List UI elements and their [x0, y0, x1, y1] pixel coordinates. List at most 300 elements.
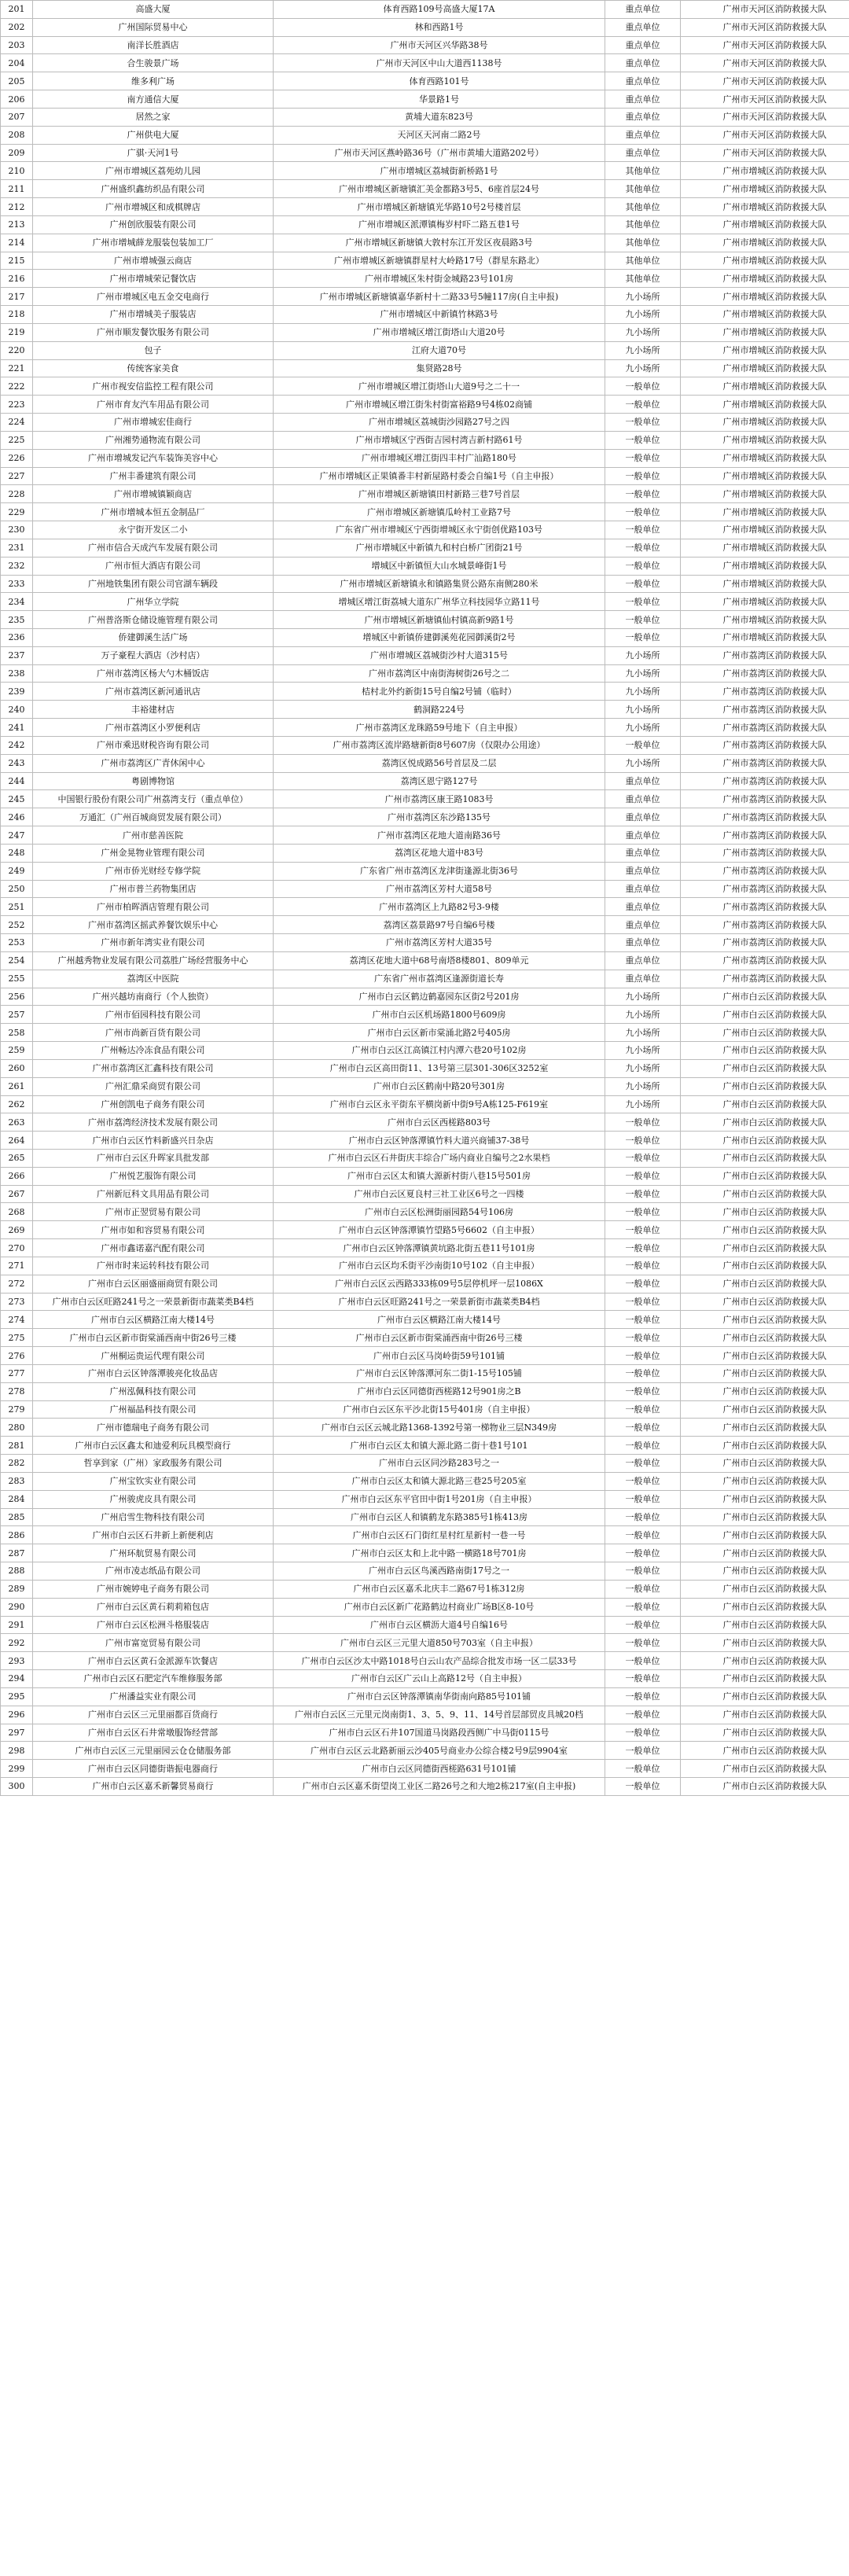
address-cell: 华景路1号 [274, 90, 605, 109]
table-row [1, 1706, 849, 1724]
table-row [1, 934, 849, 952]
row-number-cell: 271 [1, 1257, 33, 1275]
unit-category-cell: 一般单位 [605, 1634, 681, 1652]
table-row [1, 719, 849, 737]
unit-name-cell: 广州市柏晖酒店管理有限公司 [33, 898, 274, 916]
row-number-cell: 235 [1, 611, 33, 629]
unit-name-cell: 广州丰番建筑有限公司 [33, 467, 274, 485]
unit-category-cell: 重点单位 [605, 1, 681, 19]
unit-name-cell: 广州泓佩科技有限公司 [33, 1382, 274, 1400]
row-number-cell: 218 [1, 306, 33, 324]
fire-brigade-cell: 广州市白云区消防救援大队 [681, 1687, 849, 1706]
row-number-cell: 232 [1, 557, 33, 575]
table-row [1, 72, 849, 90]
fire-brigade-cell: 广州市白云区消防救援大队 [681, 1777, 849, 1795]
unit-category-cell: 一般单位 [605, 485, 681, 503]
table-row [1, 736, 849, 754]
fire-brigade-cell: 广州市荔湾区消防救援大队 [681, 934, 849, 952]
row-number-cell: 300 [1, 1777, 33, 1795]
address-cell: 广州市白云区云西路333栋09号5层停机坪一层1086X [274, 1275, 605, 1293]
unit-category-cell: 九小场所 [605, 683, 681, 701]
unit-name-cell: 广州市荔湾区摇武养餐饮娱乐中心 [33, 916, 274, 934]
table-row [1, 1239, 849, 1257]
fire-brigade-cell: 广州市荔湾区消防救援大队 [681, 719, 849, 737]
address-cell: 广州市白云区东平沙北街15号401房（自主申报） [274, 1400, 605, 1419]
row-number-cell: 230 [1, 521, 33, 539]
row-number-cell: 248 [1, 844, 33, 862]
table-row [1, 90, 849, 109]
unit-name-cell: 南方通信大厦 [33, 90, 274, 109]
unit-name-cell: 广州市白云区嘉禾新馨贸易商行 [33, 1777, 274, 1795]
fire-brigade-cell: 广州市白云区消防救援大队 [681, 1203, 849, 1221]
table-row [1, 1760, 849, 1778]
unit-name-cell: 广州市白云区旺路241号之一荣景新街市蔬菜类B4档 [33, 1293, 274, 1311]
unit-name-cell: 广州市信合天成汽车发展有限公司 [33, 539, 274, 557]
address-cell: 广州市增城区增江街塔山大道20号 [274, 323, 605, 341]
unit-category-cell: 一般单位 [605, 1777, 681, 1795]
unit-category-cell: 一般单位 [605, 1419, 681, 1437]
address-cell: 林和西路1号 [274, 18, 605, 36]
row-number-cell: 291 [1, 1616, 33, 1634]
address-cell: 广州市白云区夏良村三社工业区6号之一四楼 [274, 1185, 605, 1203]
unit-name-cell: 广州供电大厦 [33, 126, 274, 144]
fire-brigade-cell: 广州市白云区消防救援大队 [681, 1059, 849, 1077]
unit-category-cell: 一般单位 [605, 611, 681, 629]
table-row [1, 1, 849, 19]
address-cell: 广州市白云区云北路新丽云沙405号商业办公综合楼2号9层9904室 [274, 1742, 605, 1760]
unit-category-cell: 重点单位 [605, 72, 681, 90]
fire-brigade-cell: 广州市荔湾区消防救援大队 [681, 951, 849, 970]
unit-name-cell: 广州市尚新百货有限公司 [33, 1024, 274, 1042]
fire-brigade-cell: 广州市增城区消防救援大队 [681, 377, 849, 396]
fire-brigade-cell: 广州市天河区消防救援大队 [681, 18, 849, 36]
unit-name-cell: 广州金晃物业管理有限公司 [33, 844, 274, 862]
address-cell: 广州市白云区新市街棠涌西南中街26号三楼 [274, 1329, 605, 1347]
unit-name-cell: 广州市新年湾实业有限公司 [33, 934, 274, 952]
table-row [1, 323, 849, 341]
table-row [1, 916, 849, 934]
unit-category-cell: 一般单位 [605, 414, 681, 432]
table-row [1, 162, 849, 180]
unit-category-cell: 一般单位 [605, 1670, 681, 1688]
row-number-cell: 207 [1, 108, 33, 126]
address-cell: 广州市荔湾区东沙路135号 [274, 808, 605, 826]
unit-name-cell: 广州市增城本恒五金制品厂 [33, 503, 274, 521]
unit-category-cell: 重点单位 [605, 90, 681, 109]
fire-brigade-cell: 广州市荔湾区消防救援大队 [681, 970, 849, 988]
fire-brigade-cell: 广州市白云区消防救援大队 [681, 1293, 849, 1311]
fire-brigade-cell: 广州市白云区消防救援大队 [681, 1042, 849, 1060]
address-cell: 广州市白云区钟落潭镇竹望路5号6602（自主申报） [274, 1221, 605, 1239]
address-cell: 广州市荔湾区康王路1083号 [274, 790, 605, 808]
table-row [1, 18, 849, 36]
unit-category-cell: 一般单位 [605, 1724, 681, 1742]
row-number-cell: 208 [1, 126, 33, 144]
unit-name-cell: 广州市白云区新市街棠涌西南中街26号三楼 [33, 1329, 274, 1347]
address-cell: 广州市白云区石井街庆丰综合广场内商业自编号之2水果档 [274, 1150, 605, 1168]
fire-brigade-cell: 广州市增城区消防救援大队 [681, 306, 849, 324]
unit-name-cell: 广州潘益实业有限公司 [33, 1687, 274, 1706]
unit-category-cell: 一般单位 [605, 1455, 681, 1473]
table-row [1, 862, 849, 880]
unit-category-cell: 一般单位 [605, 431, 681, 449]
address-cell: 广州市增城区派潭镇梅岁村吓二路五巷1号 [274, 215, 605, 234]
address-cell: 广州市增城区增江街塔山大道9号之二十一 [274, 377, 605, 396]
unit-name-cell: 广州创欣服装有限公司 [33, 215, 274, 234]
unit-category-cell: 九小场所 [605, 1042, 681, 1060]
row-number-cell: 241 [1, 719, 33, 737]
unit-category-cell: 重点单位 [605, 126, 681, 144]
fire-brigade-cell: 广州市荔湾区消防救援大队 [681, 664, 849, 683]
unit-name-cell: 广州市白云区竹料新盛兴日杂店 [33, 1132, 274, 1150]
unit-category-cell: 一般单位 [605, 1239, 681, 1257]
unit-category-cell: 九小场所 [605, 359, 681, 377]
unit-category-cell: 一般单位 [605, 557, 681, 575]
address-cell: 广州市白云区云城北路1368-1392号第一梯物业三层N349房 [274, 1419, 605, 1437]
fire-brigade-cell: 广州市白云区消防救援大队 [681, 1382, 849, 1400]
row-number-cell: 295 [1, 1687, 33, 1706]
row-number-cell: 236 [1, 628, 33, 646]
row-number-cell: 244 [1, 772, 33, 790]
unit-name-cell: 维多利广场 [33, 72, 274, 90]
fire-brigade-cell: 广州市白云区消防救援大队 [681, 1311, 849, 1329]
address-cell: 广州市增城区中新镇九和村白桥广团街21号 [274, 539, 605, 557]
row-number-cell: 296 [1, 1706, 33, 1724]
unit-category-cell: 一般单位 [605, 1311, 681, 1329]
row-number-cell: 242 [1, 736, 33, 754]
fire-brigade-cell: 广州市增城区消防救援大队 [681, 198, 849, 216]
unit-name-cell: 广州市白云区丽盛丽商贸有限公司 [33, 1275, 274, 1293]
address-cell: 广州市白云区同德街西槎路631号101铺 [274, 1760, 605, 1778]
unit-category-cell: 其他单位 [605, 180, 681, 198]
unit-category-cell: 九小场所 [605, 701, 681, 719]
table-row [1, 1132, 849, 1150]
table-row [1, 611, 849, 629]
row-number-cell: 293 [1, 1652, 33, 1670]
address-cell: 荔湾区悦成路56号首层及二层 [274, 754, 605, 772]
table-row [1, 970, 849, 988]
address-cell: 广州市白云区钟落潭镇南华街南向路85号101铺 [274, 1687, 605, 1706]
unit-category-cell: 九小场所 [605, 1024, 681, 1042]
fire-brigade-cell: 广州市白云区消防救援大队 [681, 1472, 849, 1490]
fire-brigade-cell: 广州市天河区消防救援大队 [681, 1, 849, 19]
row-number-cell: 275 [1, 1329, 33, 1347]
unit-category-cell: 一般单位 [605, 1275, 681, 1293]
fire-brigade-cell: 广州市白云区消防救援大队 [681, 1437, 849, 1455]
fire-brigade-cell: 广州市增城区消防救援大队 [681, 575, 849, 593]
fire-brigade-cell: 广州市白云区消防救援大队 [681, 1742, 849, 1760]
fire-brigade-cell: 广州市荔湾区消防救援大队 [681, 808, 849, 826]
address-cell: 广州市白云区高田街11、13号第三层301-306区3252室 [274, 1059, 605, 1077]
row-number-cell: 283 [1, 1472, 33, 1490]
unit-category-cell: 一般单位 [605, 396, 681, 414]
row-number-cell: 269 [1, 1221, 33, 1239]
row-number-cell: 216 [1, 270, 33, 288]
row-number-cell: 273 [1, 1293, 33, 1311]
unit-name-cell: 广州市增城区和成棋牌店 [33, 198, 274, 216]
address-cell: 广州市白云区钟落潭镇竹料大道兴商铺37-38号 [274, 1132, 605, 1150]
fire-brigade-cell: 广州市天河区消防救援大队 [681, 144, 849, 162]
unit-name-cell: 粤剧博物馆 [33, 772, 274, 790]
fire-brigade-cell: 广州市白云区消防救援大队 [681, 1526, 849, 1544]
fire-brigade-cell: 广州市白云区消防救援大队 [681, 1024, 849, 1042]
unit-category-cell: 一般单位 [605, 1113, 681, 1132]
table-row [1, 1544, 849, 1562]
fire-brigade-cell: 广州市白云区消防救援大队 [681, 1616, 849, 1634]
table-row [1, 1455, 849, 1473]
address-cell: 广州市白云区东平官田中街1号201房（自主申报） [274, 1490, 605, 1508]
fire-brigade-cell: 广州市白云区消防救援大队 [681, 988, 849, 1006]
table-row [1, 1616, 849, 1634]
address-cell: 广州市白云区广云山上高路12号（自主申报） [274, 1670, 605, 1688]
address-cell: 广州市增城区荔城街新桥路1号 [274, 162, 605, 180]
address-cell: 广州市白云区鸟溪西路南街17号之一 [274, 1562, 605, 1581]
address-cell: 广州市白云区松洲街丽园路54号106房 [274, 1203, 605, 1221]
table-row [1, 772, 849, 790]
unit-category-cell: 一般单位 [605, 1562, 681, 1581]
row-number-cell: 282 [1, 1455, 33, 1473]
fire-brigade-cell: 广州市白云区消防救援大队 [681, 1400, 849, 1419]
unit-category-cell: 九小场所 [605, 306, 681, 324]
unit-category-cell: 一般单位 [605, 377, 681, 396]
unit-category-cell: 其他单位 [605, 215, 681, 234]
unit-name-cell: 广州桐运贵运代理有限公司 [33, 1347, 274, 1365]
address-cell: 广州市增城区增江街四丰村广汕路180号 [274, 449, 605, 467]
unit-name-cell: 广州市佰园科技有限公司 [33, 1006, 274, 1024]
row-number-cell: 213 [1, 215, 33, 234]
row-number-cell: 202 [1, 18, 33, 36]
table-row [1, 683, 849, 701]
row-number-cell: 268 [1, 1203, 33, 1221]
table-row [1, 359, 849, 377]
table-row [1, 144, 849, 162]
unit-name-cell: 广州市增城美子服装店 [33, 306, 274, 324]
fire-brigade-cell: 广州市荔湾区消防救援大队 [681, 916, 849, 934]
fire-brigade-cell: 广州市白云区消防救援大队 [681, 1167, 849, 1185]
address-cell: 广州市增城区新塘镇群星村大岭路17号（群星东路北） [274, 252, 605, 270]
row-number-cell: 246 [1, 808, 33, 826]
address-cell: 广州市白云区江高镇江村内潭六巷20号102房 [274, 1042, 605, 1060]
unit-category-cell: 一般单位 [605, 1364, 681, 1382]
unit-name-cell: 广州市增城发记汽车装饰美容中心 [33, 449, 274, 467]
row-number-cell: 278 [1, 1382, 33, 1400]
row-number-cell: 285 [1, 1508, 33, 1526]
unit-name-cell: 广州市白云区钟落潭骏亮化妆品店 [33, 1364, 274, 1382]
table-row [1, 1203, 849, 1221]
fire-brigade-cell: 广州市荔湾区消防救援大队 [681, 844, 849, 862]
table-row [1, 1095, 849, 1113]
fire-brigade-cell: 广州市荔湾区消防救援大队 [681, 880, 849, 898]
row-number-cell: 243 [1, 754, 33, 772]
fire-brigade-cell: 广州市增城区消防救援大队 [681, 234, 849, 252]
fire-brigade-cell: 广州市白云区消防救援大队 [681, 1724, 849, 1742]
row-number-cell: 261 [1, 1077, 33, 1095]
row-number-cell: 251 [1, 898, 33, 916]
fire-brigade-cell: 广州市增城区消防救援大队 [681, 611, 849, 629]
table-row [1, 252, 849, 270]
unit-name-cell: 高盛大厦 [33, 1, 274, 19]
row-number-cell: 298 [1, 1742, 33, 1760]
address-cell: 广州市白云区太和上北中路一横路18号701房 [274, 1544, 605, 1562]
unit-name-cell: 广州市荔湾经济技术发展有限公司 [33, 1113, 274, 1132]
row-number-cell: 239 [1, 683, 33, 701]
table-row [1, 808, 849, 826]
address-cell: 广州市白云区石井107国道马岗路段西侧广中马街0115号 [274, 1724, 605, 1742]
unit-name-cell: 广州市荔湾区新河通讯店 [33, 683, 274, 701]
unit-category-cell: 一般单位 [605, 1598, 681, 1616]
table-row [1, 1419, 849, 1437]
row-number-cell: 221 [1, 359, 33, 377]
fire-brigade-cell: 广州市白云区消防救援大队 [681, 1670, 849, 1688]
unit-name-cell: 广州市增城强云商店 [33, 252, 274, 270]
table-row [1, 1652, 849, 1670]
table-row [1, 1777, 849, 1795]
unit-category-cell: 重点单位 [605, 970, 681, 988]
table-row [1, 1598, 849, 1616]
unit-category-cell: 其他单位 [605, 198, 681, 216]
table-row [1, 1724, 849, 1742]
unit-category-cell: 一般单位 [605, 1472, 681, 1490]
fire-brigade-cell: 广州市白云区消防救援大队 [681, 1095, 849, 1113]
unit-name-cell: 广州市恒大酒店有限公司 [33, 557, 274, 575]
unit-name-cell: 广州兴越坊南商行（个人独资） [33, 988, 274, 1006]
row-number-cell: 287 [1, 1544, 33, 1562]
address-cell: 桔村北外约新街15号自编2号铺（临时） [274, 683, 605, 701]
unit-category-cell: 一般单位 [605, 1687, 681, 1706]
table-row [1, 1562, 849, 1581]
table-row [1, 377, 849, 396]
row-number-cell: 234 [1, 593, 33, 611]
unit-category-cell: 一般单位 [605, 521, 681, 539]
fire-brigade-cell: 广州市白云区消防救援大队 [681, 1257, 849, 1275]
table-row [1, 306, 849, 324]
fire-brigade-cell: 广州市荔湾区消防救援大队 [681, 701, 849, 719]
unit-category-cell: 一般单位 [605, 1508, 681, 1526]
address-cell: 广州市白云区三元里元岗南街1、3、5、9、11、14号首层部贸皮具城20档 [274, 1706, 605, 1724]
unit-name-cell: 广州市正翌贸易有限公司 [33, 1203, 274, 1221]
row-number-cell: 280 [1, 1419, 33, 1437]
address-cell: 广州市增城区中新镇竹林路3号 [274, 306, 605, 324]
fire-brigade-cell: 广州市白云区消防救援大队 [681, 1455, 849, 1473]
unit-name-cell: 广州市如和容贸易有限公司 [33, 1221, 274, 1239]
unit-category-cell: 九小场所 [605, 1095, 681, 1113]
unit-category-cell: 其他单位 [605, 162, 681, 180]
table-row [1, 288, 849, 306]
fire-brigade-cell: 广州市白云区消防救援大队 [681, 1150, 849, 1168]
table-row [1, 180, 849, 198]
unit-category-cell: 一般单位 [605, 467, 681, 485]
address-cell: 广州市增城区新塘镇大敦村东江开发区夜晨路3号 [274, 234, 605, 252]
unit-name-cell: 广州创凯电子商务有限公司 [33, 1095, 274, 1113]
fire-brigade-cell: 广州市增城区消防救援大队 [681, 521, 849, 539]
row-number-cell: 292 [1, 1634, 33, 1652]
unit-category-cell: 一般单位 [605, 1526, 681, 1544]
address-cell: 增城区增江街荔城大道东广州华立科技园华立路11号 [274, 593, 605, 611]
row-number-cell: 274 [1, 1311, 33, 1329]
row-number-cell: 225 [1, 431, 33, 449]
table-row [1, 1670, 849, 1688]
unit-category-cell: 九小场所 [605, 341, 681, 359]
unit-name-cell: 广州市慈善医院 [33, 826, 274, 845]
row-number-cell: 245 [1, 790, 33, 808]
table-row [1, 1687, 849, 1706]
row-number-cell: 272 [1, 1275, 33, 1293]
unit-category-cell: 重点单位 [605, 54, 681, 72]
unit-name-cell: 广州市白云区横路江南大楼14号 [33, 1311, 274, 1329]
unit-category-cell: 一般单位 [605, 1437, 681, 1455]
address-cell: 天河区天河南二路2号 [274, 126, 605, 144]
unit-name-cell: 广州市增城荣记餐饮店 [33, 270, 274, 288]
unit-name-cell: 广州市荔湾区小罗便利店 [33, 719, 274, 737]
address-cell: 增城区中新镇侨建御溪苑花园御溪街2号 [274, 628, 605, 646]
unit-category-cell: 一般单位 [605, 1544, 681, 1562]
unit-category-cell: 重点单位 [605, 951, 681, 970]
unit-category-cell: 九小场所 [605, 288, 681, 306]
unit-category-cell: 九小场所 [605, 1006, 681, 1024]
unit-category-cell: 一般单位 [605, 1742, 681, 1760]
address-cell: 广州市白云区嘉禾街望岗工业区二路26号之和大地2栋217室(自主申报) [274, 1777, 605, 1795]
table-row [1, 215, 849, 234]
address-cell: 荔湾区恩宁路127号 [274, 772, 605, 790]
unit-category-cell: 一般单位 [605, 503, 681, 521]
address-cell: 广州市荔湾区龙珠路59号地下（自主申报） [274, 719, 605, 737]
fire-brigade-cell: 广州市白云区消防救援大队 [681, 1580, 849, 1598]
unit-category-cell: 九小场所 [605, 754, 681, 772]
row-number-cell: 258 [1, 1024, 33, 1042]
fire-brigade-cell: 广州市增城区消防救援大队 [681, 449, 849, 467]
row-number-cell: 215 [1, 252, 33, 270]
unit-category-cell: 一般单位 [605, 1132, 681, 1150]
table-row [1, 431, 849, 449]
fire-brigade-cell: 广州市荔湾区消防救援大队 [681, 772, 849, 790]
unit-category-cell: 其他单位 [605, 270, 681, 288]
address-cell: 广州市白云区均禾街平沙南街10号102（自主申报） [274, 1257, 605, 1275]
address-cell: 江府大道70号 [274, 341, 605, 359]
address-cell: 广州市荔湾区芳村大道58号 [274, 880, 605, 898]
address-cell: 广州市白云区嘉禾北庆丰二路67号1栋312房 [274, 1580, 605, 1598]
address-cell: 广州市白云区太和镇大源北路三巷25号205室 [274, 1472, 605, 1490]
table-row [1, 1742, 849, 1760]
fire-brigade-cell: 广州市天河区消防救援大队 [681, 54, 849, 72]
address-cell: 广州市白云区钟落潭河东二街1-15号105铺 [274, 1364, 605, 1382]
table-row [1, 1275, 849, 1293]
unit-category-cell: 一般单位 [605, 1150, 681, 1168]
unit-category-cell: 重点单位 [605, 898, 681, 916]
address-cell: 鹤洞路224号 [274, 701, 605, 719]
unit-category-cell: 九小场所 [605, 1077, 681, 1095]
table-row [1, 754, 849, 772]
fire-brigade-cell: 广州市增城区消防救援大队 [681, 288, 849, 306]
address-cell: 荔湾区花地大道中68号南塔8楼801、809单元 [274, 951, 605, 970]
row-number-cell: 290 [1, 1598, 33, 1616]
address-cell: 广州市增城区荔城街沙园路27号之四 [274, 414, 605, 432]
table-row [1, 1024, 849, 1042]
table-row [1, 951, 849, 970]
unit-name-cell: 广州市增城区荔苑幼儿园 [33, 162, 274, 180]
row-number-cell: 259 [1, 1042, 33, 1060]
unit-category-cell: 一般单位 [605, 1167, 681, 1185]
unit-name-cell: 广州市普兰药物集团店 [33, 880, 274, 898]
table-row [1, 1526, 849, 1544]
row-number-cell: 299 [1, 1760, 33, 1778]
row-number-cell: 260 [1, 1059, 33, 1077]
table-row [1, 1508, 849, 1526]
row-number-cell: 231 [1, 539, 33, 557]
unit-name-cell: 广州市顺发餐饮服务有限公司 [33, 323, 274, 341]
row-number-cell: 211 [1, 180, 33, 198]
row-number-cell: 203 [1, 36, 33, 54]
table-row [1, 1472, 849, 1490]
